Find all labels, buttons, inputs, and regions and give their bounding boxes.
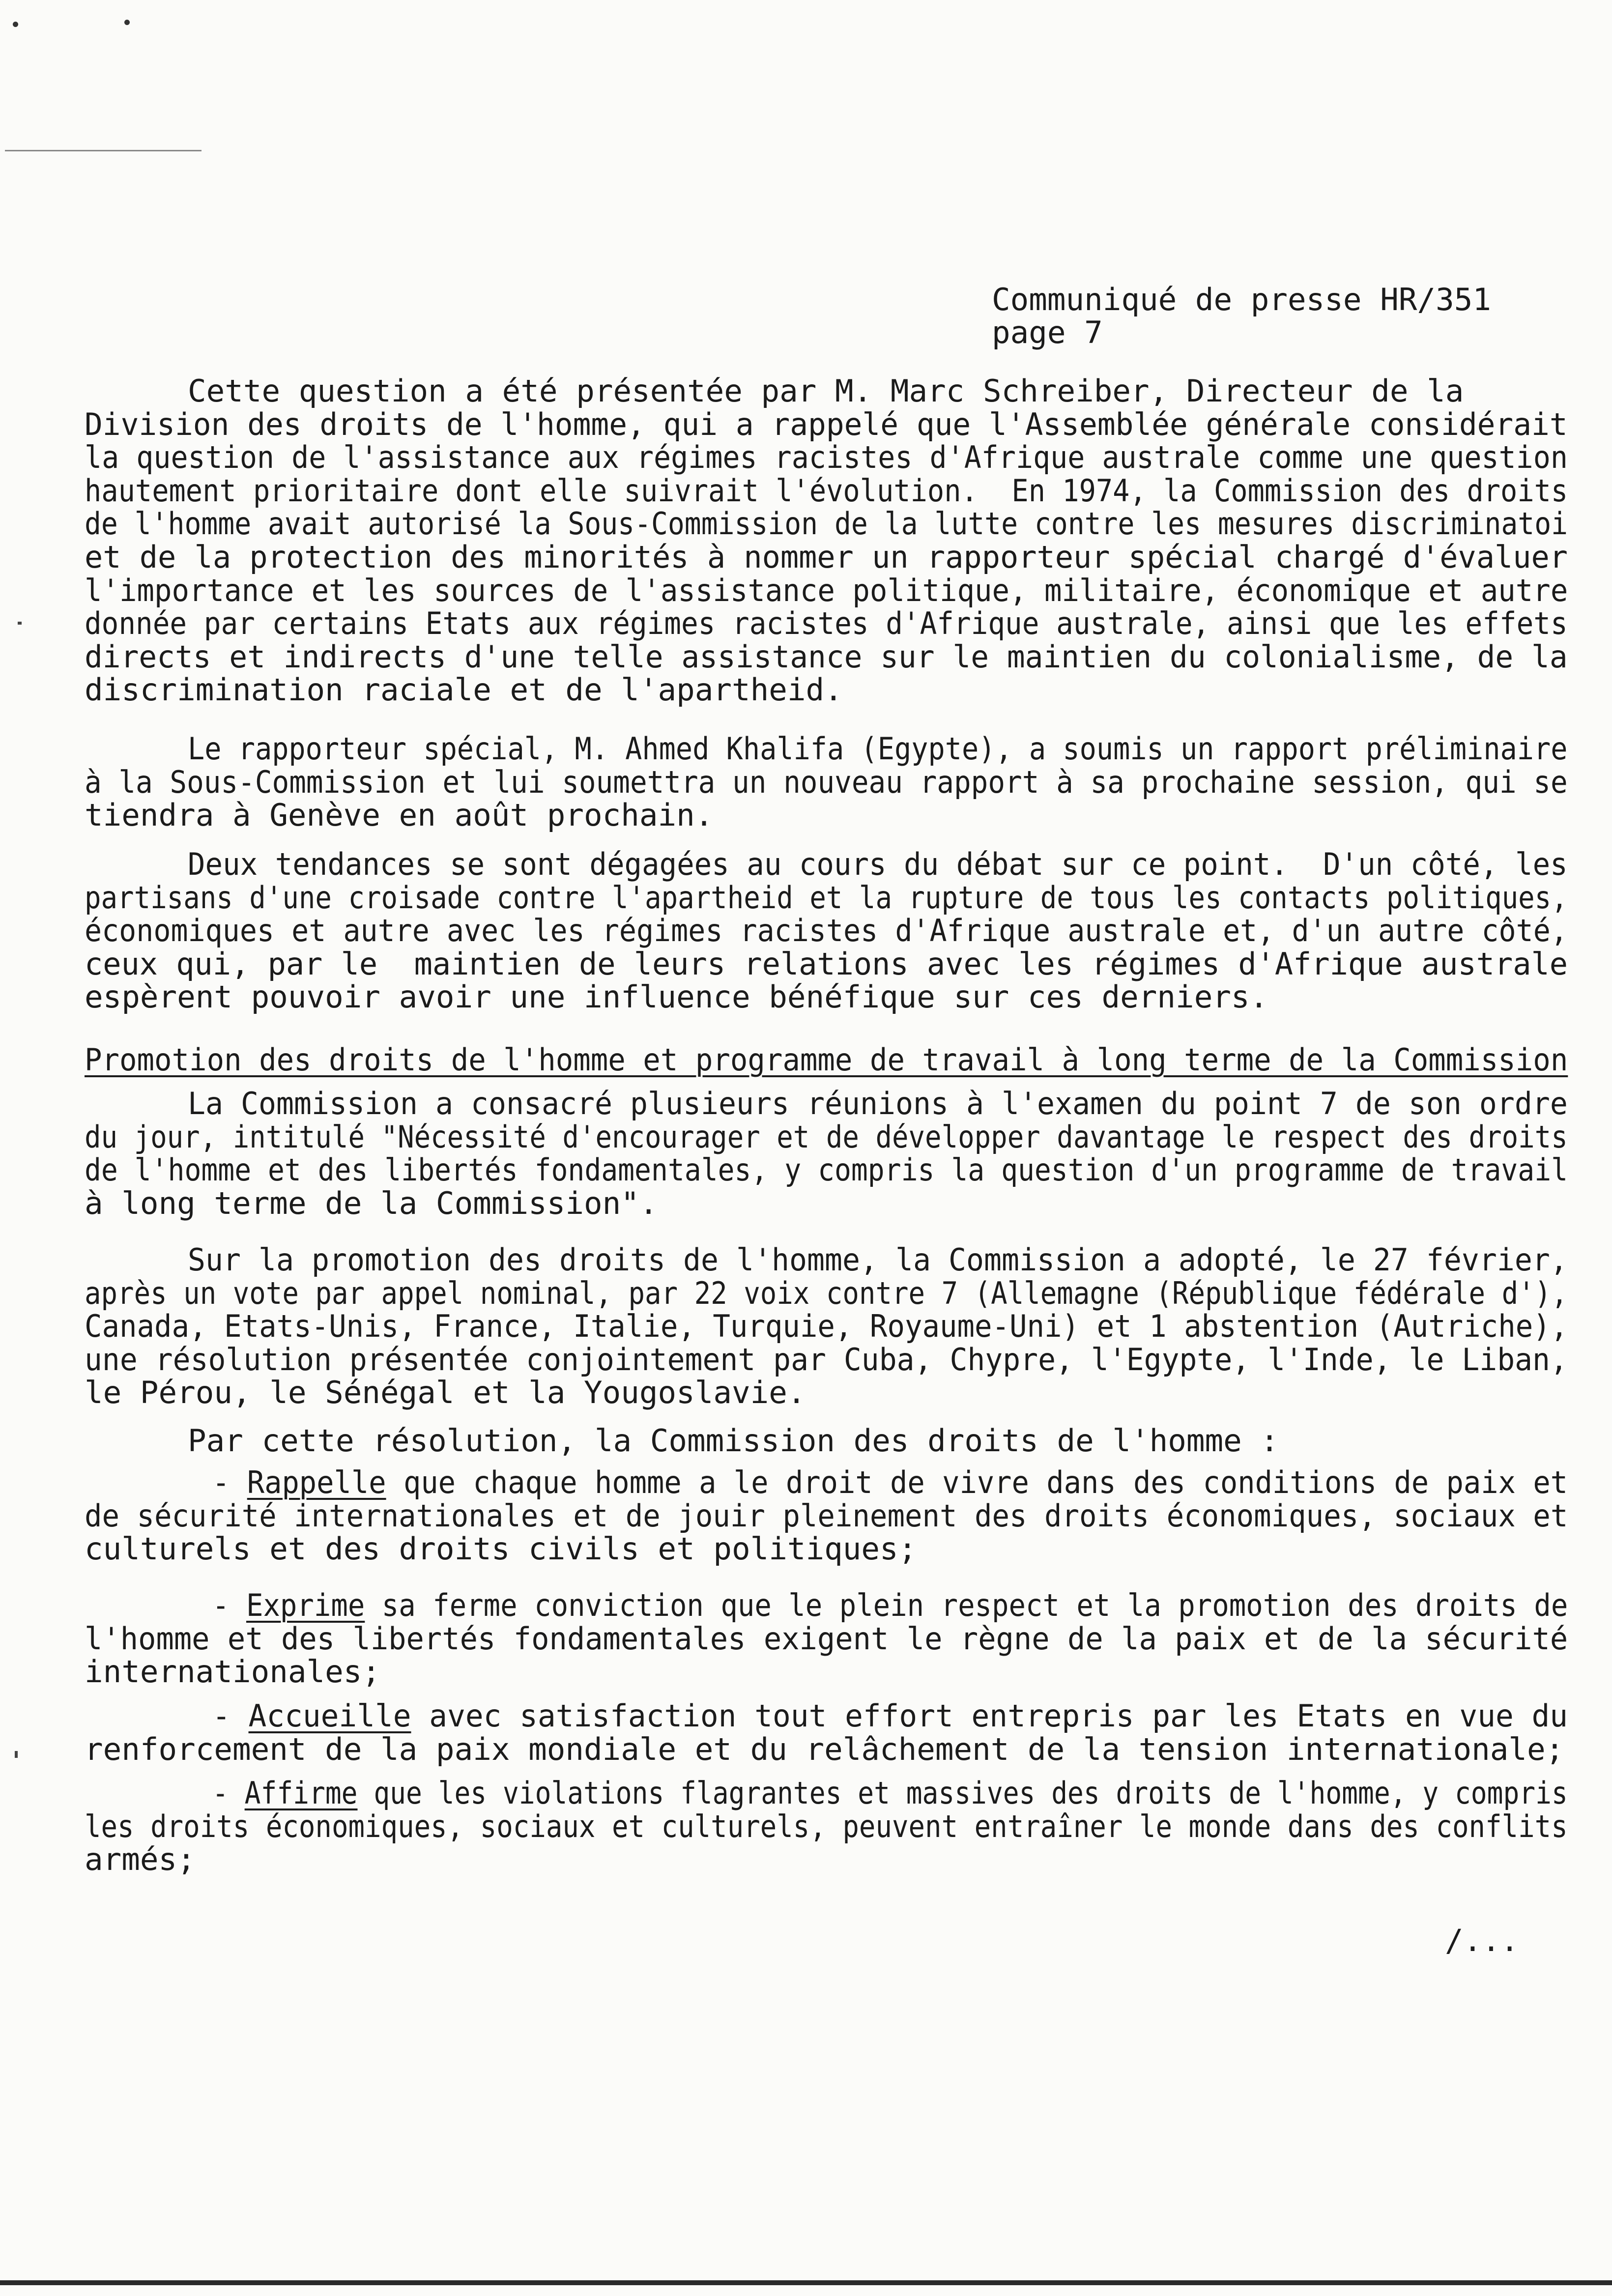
clause-text: avec satisfaction tout effort entrepris par les Etats en vue du	[411, 1698, 1568, 1734]
paragraph-vote-line: Canada, Etats-Unis, France, Italie, Turquie, Royaume-Uni) et 1 abstention (Autriche),	[85, 1308, 1568, 1344]
clause-rappelle-line: de sécurité internationales et de jouir pleinement des droits économiques, sociaux et	[85, 1498, 1568, 1534]
paragraph-special-rapporteur-line: Le rapporteur spécial, M. Ahmed Khalifa (Egypte), a soumis un rapport préliminaire	[188, 731, 1568, 767]
clause-exprime-line: l'homme et des libertés fondamentales exigent le règne de la paix et de la sécurité	[85, 1621, 1568, 1657]
paragraph-presentation-line: l'importance et les sources de l'assistance politique, militaire, économique et autre	[85, 573, 1568, 608]
bottom-edge-line	[0, 2280, 1612, 2285]
clause-accueille-first-line	[212, 1699, 1568, 1733]
clause-affirme-line: les droits économiques, sociaux et culturels, peuvent entraîner le monde dans des conflits	[85, 1808, 1568, 1844]
clause-dash: -	[212, 1698, 249, 1734]
clause-text: que les violations flagrantes et massives des droits de l'homme, y compris	[357, 1775, 1568, 1811]
clause-dash: -	[212, 1775, 245, 1811]
paragraph-presentation-line: discrimination raciale et de l'apartheid.	[85, 672, 843, 708]
paragraph-presentation-line: Division des droits de l'homme, qui a rappelé que l'Assemblée générale considérait	[85, 406, 1568, 442]
paragraph-presentation-line: donnée par certains Etats aux régimes racistes d'Afrique australe, ainsi que les effets	[85, 605, 1568, 641]
clause-affirme-line: armés;	[85, 1841, 196, 1877]
paragraph-presentation-line: Cette question a été présentée par M. Marc Schreiber, Directeur de la	[188, 373, 1464, 409]
margin-mark	[18, 622, 22, 625]
paragraph-two-tendencies-line: économiques et autre avec les régimes racistes d'Afrique australe et, d'un autre côté,	[85, 913, 1568, 948]
margin-mark	[15, 1751, 18, 1758]
paragraph-vote-line: le Pérou, le Sénégal et la Yougoslavie.	[85, 1375, 806, 1410]
paragraph-vote-line: Sur la promotion des droits de l'homme, la Commission a adopté, le 27 février,	[188, 1242, 1568, 1278]
paragraph-two-tendencies-line: Deux tendances se sont dégagées au cours du débat sur ce point. D'un côté, les	[188, 846, 1568, 882]
paragraph-agenda-item-line: du jour, intitulé "Nécessité d'encourager et de développer davantage le respect des droits	[85, 1119, 1568, 1155]
scan-speck	[124, 20, 130, 25]
paragraph-presentation-line: la question de l'assistance aux régimes racistes d'Afrique australe comme une question	[85, 439, 1568, 475]
paragraph-vote-line: une résolution présentée conjointement par Cuba, Chypre, l'Egypte, l'Inde, le Liban,	[85, 1342, 1568, 1378]
clause-text: que chaque homme a le droit de vivre dans des conditions de paix et	[386, 1464, 1568, 1500]
clause-rappelle-line: culturels et des droits civils et politiques;	[85, 1531, 917, 1567]
paragraph-presentation-line: directs et indirects d'une telle assistance sur le maintien du colonialisme, de la	[85, 639, 1568, 675]
paragraph-presentation-line: et de la protection des minorités à nommer un rapporteur spécial chargé d'évaluer	[85, 539, 1568, 575]
paragraph-special-rapporteur-line: à la Sous-Commission et lui soumettra un nouveau rapport à sa prochaine session, qui se	[85, 764, 1568, 800]
paragraph-presentation-line: de l'homme avait autorisé la Sous-Commission de la lutte contre les mesures discriminatoi	[85, 506, 1568, 542]
section-heading: Promotion des droits de l'homme et programme de travail à long terme de la Commission	[85, 1042, 1568, 1078]
clause-affirme-first-line	[212, 1777, 1568, 1810]
paragraph-vote-line: après un vote par appel nominal, par 22 voix contre 7 (Allemagne (République fédérale d'),	[85, 1275, 1568, 1311]
paragraph-agenda-item-line: La Commission a consacré plusieurs réunions à l'examen du point 7 de son ordre	[188, 1086, 1568, 1121]
paragraph-agenda-item-line: de l'homme et des libertés fondamentales, y compris la question d'un programme de travail	[85, 1152, 1568, 1188]
clause-verb: Accueille	[248, 1698, 411, 1734]
page-number: page 7	[992, 315, 1103, 350]
paragraph-two-tendencies-line: ceux qui, par le maintien de leurs relations avec les régimes d'Afrique australe	[85, 946, 1568, 982]
paragraph-agenda-item-line: à long terme de la Commission".	[85, 1185, 658, 1221]
clause-accueille-line: renforcement de la paix mondiale et du relâchement de la tension internationale;	[85, 1731, 1564, 1767]
clause-rappelle-first-line	[212, 1466, 1568, 1499]
paragraph-resolution-intro: Par cette résolution, la Commission des droits de l'homme :	[188, 1423, 1279, 1459]
clause-verb: Affirme	[244, 1775, 358, 1811]
clause-exprime-line: internationales;	[85, 1654, 381, 1690]
clause-dash: -	[212, 1587, 246, 1623]
clause-text: sa ferme conviction que le plein respect et la promotion des droits de	[365, 1587, 1568, 1623]
clause-verb: Exprime	[246, 1587, 365, 1623]
paragraph-two-tendencies-line: espèrent pouvoir avoir une influence bénéfique sur ces derniers.	[85, 979, 1268, 1015]
clause-exprime-first-line	[212, 1589, 1568, 1622]
scan-speck	[13, 22, 18, 27]
clause-verb: Rappelle	[247, 1464, 386, 1500]
clause-dash: -	[212, 1464, 247, 1500]
top-fold-line	[5, 150, 202, 151]
paragraph-presentation-line: hautement prioritaire dont elle suivrait l'évolution. En 1974, la Commission des droits	[85, 473, 1568, 509]
press-release-number: Communiqué de presse HR/351	[992, 282, 1491, 317]
paragraph-special-rapporteur-line: tiendra à Genève en août prochain.	[85, 797, 714, 833]
paragraph-two-tendencies-line: partisans d'une croisade contre l'apartheid et la rupture de tous les contacts politiques,	[85, 880, 1568, 916]
continuation-mark: /...	[1445, 1923, 1519, 1958]
